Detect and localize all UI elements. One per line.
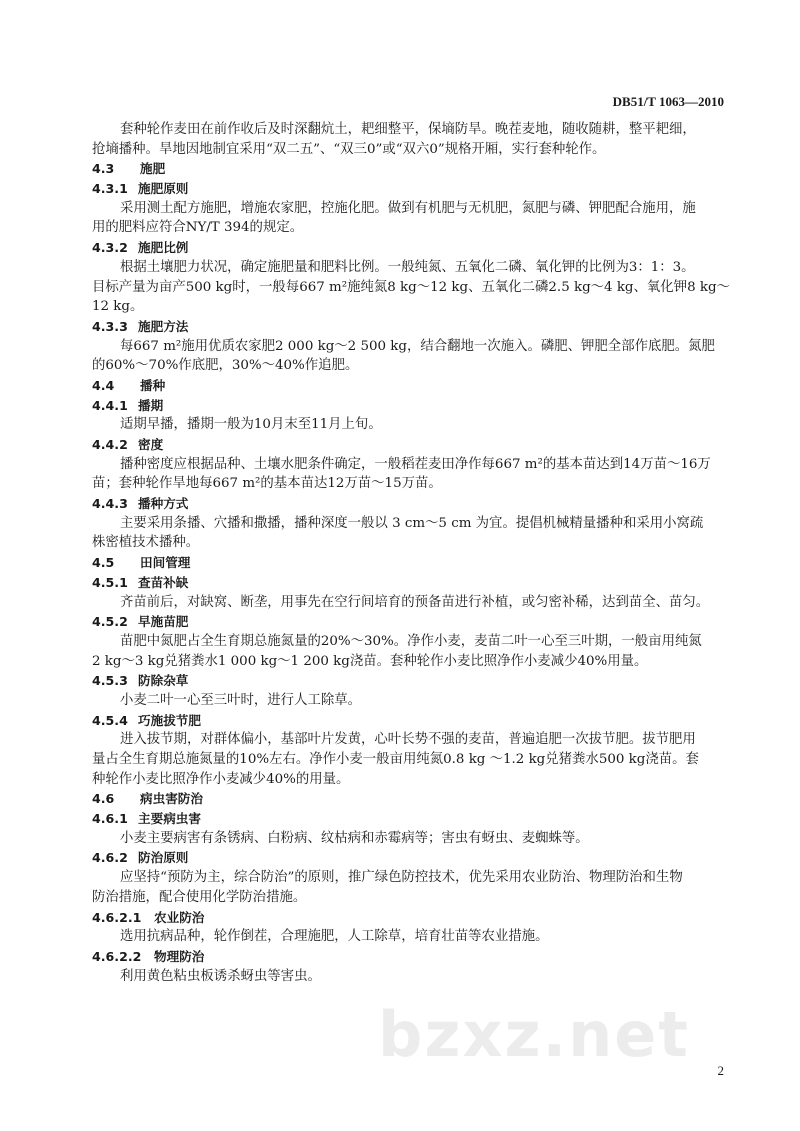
paragraph-line: 套种轮作麦田在前作收后及时深翻炕土，耙细整平，保墒防旱。晚茬麦地，随收随耕，整平耙细， — [120, 122, 696, 137]
paragraph-continuation: 的60%～70%作底肥，30%～40%作追肥。 — [92, 358, 359, 374]
section-title: 播种 — [140, 377, 166, 393]
section-heading — [92, 317, 732, 337]
section-title: 主要病虫害 — [138, 811, 201, 827]
document-body — [92, 120, 732, 986]
section-title: 密度 — [138, 437, 164, 452]
paragraph-line: 主要采用条播、穴播和撒播，播种深度一般以 3 cm～5 cm 为宜。提倡机械精量播种和采用小窝疏 — [120, 515, 704, 531]
section-heading — [92, 396, 732, 416]
section-title: 施肥方法 — [138, 318, 189, 334]
paragraph-line: 应坚持“预防为主，综合防治”的原则，推广绿色防控技术，优先采用农业防治、物理防治和生物 — [120, 870, 683, 886]
paragraph-line: 适期早播，播期一般为10月末至11月上旬。 — [120, 417, 382, 433]
section-heading — [92, 159, 732, 179]
section-title: 防除杂草 — [138, 673, 189, 689]
section-number: 4.3.1 — [92, 181, 128, 197]
section-heading — [92, 947, 732, 967]
paragraph-continuation: 用的肥料应符合NY/T 394的规定。 — [92, 220, 304, 236]
paragraph-line: 进入拔节期，对群体偏小，基部叶片发黄，心叶长势不强的麦苗，普遍追肥一次拔节肥。拔节肥用 — [120, 732, 696, 748]
paragraph-continuation: 防治措施，配合使用化学防治措施。 — [92, 889, 307, 905]
paragraph-line: 小麦二叶一心至三叶时，进行人工除草。 — [120, 692, 362, 708]
paragraph-line: 根据土壤肥力状况，确定施肥量和肥料比例。一般纯氮、五氧化二磷、氧化钾的比例为3：1：3。 — [120, 259, 695, 275]
standard-code: DB51/T 1063—2010 — [612, 94, 724, 109]
section-number: 4.3.3 — [92, 318, 128, 334]
section-heading — [92, 671, 732, 691]
section-number: 4.4.1 — [92, 397, 128, 413]
section-title: 物理防治 — [154, 948, 205, 964]
paragraph-line: 苗肥中氮肥占全生育期总施氮量的20%～30%。净作小麦，麦苗二叶一心至三叶期，一般亩用纯氮 — [120, 633, 702, 649]
section-number: 4.6.2.1 — [92, 909, 142, 925]
section-number: 4.6.2 — [92, 850, 128, 866]
paragraph-continuation: 抢墒播种。旱地因地制宜采用“双二五”、“双三0”或“双六0”规格开厢，实行套种轮作。 — [92, 141, 606, 157]
paragraph-line: 播种密度应根据品种、土壤水肥条件确定，一般稻茬麦田净作每667 m²的基本苗达到14万苗～16万 — [120, 456, 711, 472]
section-heading — [92, 238, 732, 258]
section-heading — [92, 573, 732, 593]
section-heading — [92, 435, 732, 455]
section-heading — [92, 376, 732, 396]
watermark: bzxz.net — [378, 998, 690, 1071]
section-title: 农业防治 — [154, 909, 205, 925]
section-heading — [92, 494, 732, 514]
section-number: 4.4.3 — [92, 496, 128, 512]
section-number: 4.5.4 — [92, 712, 128, 728]
paragraph-line: 采用测土配方施肥，增施农家肥，控施化肥。做到有机肥与无机肥，氮肥与磷、钾肥配合施用，施 — [120, 200, 696, 216]
section-heading — [92, 612, 732, 632]
section-number: 4.5.1 — [92, 574, 128, 590]
section-number: 4.3.2 — [92, 240, 128, 256]
section-title: 施肥 — [140, 161, 166, 177]
paragraph-line: 选用抗病品种，轮作倒茬，合理施肥，人工除草，培育壮苗等农业措施。 — [120, 929, 549, 945]
paragraph-line: 利用黄色粘虫板诱杀蚜虫等害虫。 — [120, 968, 321, 984]
section-number: 4.5 — [92, 555, 115, 571]
paragraph-continuation: 苗；套种轮作旱地每667 m²的基本苗达12万苗～15万苗。 — [92, 476, 442, 492]
section-number: 4.5.2 — [92, 614, 128, 630]
section-title: 查苗补缺 — [138, 574, 189, 590]
section-title: 病虫害防治 — [140, 791, 203, 807]
paragraph-line: 每667 m²施用优质农家肥2 000 kg～2 500 kg，结合翻地一次施入。磷肥、钾肥全部作底肥。氮肥 — [120, 338, 715, 354]
section-heading — [92, 553, 732, 573]
section-number: 4.5.3 — [92, 673, 128, 689]
section-title: 田间管理 — [140, 555, 191, 571]
section-heading — [92, 908, 732, 928]
section-heading — [92, 809, 732, 829]
section-number: 4.6.1 — [92, 811, 128, 827]
section-title: 防治原则 — [138, 850, 189, 866]
section-number: 4.4 — [92, 377, 115, 393]
section-title: 巧施拔节肥 — [138, 712, 201, 728]
paragraph-continuation: 2 kg～3 kg兑猪粪水1 000 kg～1 200 kg浇苗。套种轮作小麦比照净作小麦减少40%用量。 — [92, 653, 648, 669]
section-heading — [92, 848, 732, 868]
section-heading — [92, 789, 732, 809]
section-number: 4.3 — [92, 161, 115, 177]
section-title: 播种方式 — [138, 496, 189, 512]
paragraph-line: 齐苗前后，对缺窝、断垄，用事先在空行间培育的预备苗进行补植，或匀密补稀，达到苗全、苗匀。 — [120, 594, 710, 610]
paragraph-continuation: 目标产量为亩产500 kg时，一般每667 m²施纯氮8 kg～12 kg、五氧化二磷2.5 kg～4 kg、氧化钾8 kg～ — [92, 279, 730, 295]
section-heading — [92, 179, 732, 199]
section-number: 4.6 — [92, 791, 115, 807]
paragraph-continuation: 量占全生育期总施氮量的10%左右。净作小麦一般亩用纯氮0.8 kg ～1.2 kg兑猪粪水500 kg浇苗。套 — [92, 752, 699, 767]
section-title: 施肥原则 — [138, 181, 189, 197]
paragraph-line: 小麦主要病害有条锈病、白粉病、纹枯病和赤霉病等；害虫有蚜虫、麦蜘蛛等。 — [120, 830, 589, 846]
section-title: 早施苗肥 — [138, 614, 189, 630]
page-number: 2 — [717, 1063, 724, 1078]
section-number: 4.6.2.2 — [92, 948, 142, 964]
paragraph-continuation: 种轮作小麦比照净作小麦减少40%的用量。 — [92, 771, 350, 787]
paragraph-continuation: 株密植技术播种。 — [92, 535, 200, 551]
section-title: 施肥比例 — [138, 240, 189, 256]
section-number: 4.4.2 — [92, 437, 128, 452]
section-heading — [92, 711, 732, 731]
paragraph-continuation: 12 kg。 — [92, 299, 144, 315]
section-title: 播期 — [138, 397, 164, 413]
